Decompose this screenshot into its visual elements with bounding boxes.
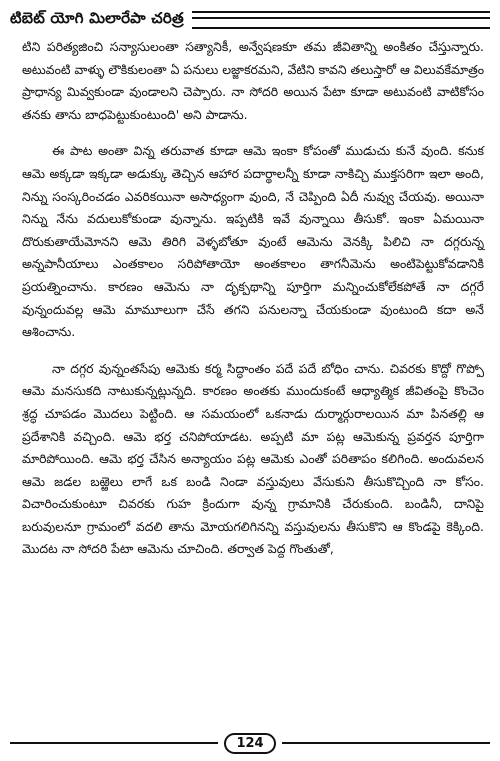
page-footer [10,732,490,754]
header-rule [192,11,490,29]
book-title: టిబెట్ యోగి మిలారేపా చరిత్ర [10,9,184,27]
body-text [22,36,484,575]
page-number: 124 [224,733,275,754]
footer-rule-right [282,742,490,744]
paragraph-2: ఈ పాట అంతా విన్న తరువాత కూడా ఆమె ఇంకా కోపంతో ముడుచు కునే వుంది. కనుక ఆమె అక్కడా ఇక్కడా అడుక్కు తెచ్చిన ఆహార పదార్థాలన్నీ కూడా నాకిచ్చి ముక్తసరిగా ఇలా అంది, నిన్ను సంస్కరించడం ఎవరికయినా అసాధ్యంగా వుంది, నే చెప్పింది ఏదీ నువ్వు చేయవు. అయినా నిన్ను నేను వదులుకోకుండా వున్నాను. ఇప్పటికి ఇవే వున్నాయి తీసుకో. ఇంకా ఏమయినా దొరుకుతాయేమోనని ఆమె తిరిగి వెళ్ళబోతూ వుంటే ఆమెను వెనక్కి పిలిచి నా దగ్గరున్న అన్నపానీయాలు ఎంతకాలం సరిపోతాయో అంతకాలం తాగనీమెను అంటిపెట్టుకోవడానికి ప్రయత్నించాను. కారణం ఆమెను నా దృక్పథాన్ని పూర్తిగా మన్నించుకోలేకపోతే నా దగ్గరే వున్నందువల్ల ఆమె మామూలుగా చేసే తగని పనులన్నా చేయకుండా వుంటుంది కదా అనే ఆశించాను. [22,143,484,340]
footer-rule-left [10,742,218,744]
paragraph-1: టిని పరిత్యజించి సన్యాసులంతా సత్యానికీ, అన్వేషణకూ తమ జీవితాన్ని అంకితం చేస్తున్నారు. అటువంటి వాళ్ళు లౌకికులంతా ఏ పనులు లజ్జాకరమని, వేటిని కావని తలుస్తారో ఆ విలువకేమాత్రం ప్రాధాన్య మివ్వకుండా వుండాలని చెప్పారు. నా సోదరి అయిన పేటా కూడా అటువంటి వాటికోసం తనకు తాను బాధపెట్టుకుంటుంది' అని పాడాను. [22,39,484,122]
running-header [10,6,490,34]
paragraph-3: నా దగ్గర వున్నంతసేపు ఆమెకు కర్మ సిద్ధాంతం పదే పదే బోధిం చాను. చివరకు కొద్దో గొప్పో ఆమె మనసుకది నాటుకున్నట్లున్నది. కారణం అంతకు ముందుకంటే ఆధ్యాత్మిక జీవితంపై కొంచెం శ్రద్ధ చూపడం మొదలు పెట్టింది. ఆ సమయంలో ఒకనాడు దుర్మార్గురాలయిన మా పినతల్లి ఆ ప్రదేశానికి వచ్చింది. ఆమె భర్త చనిపోయాడట. అప్పటి మా పట్ల ఆమెకున్న ప్రవర్తన పూర్తిగా మారిపోయింది. ఆమె భర్త చేసిన అన్యాయం పట్ల ఆమెకు ఎంతో పరితాపం కలిగింది. అందువలన ఆమె జడల బఱ్ఱెలు లాగే ఒక బండి నిండా వస్తువులు వేసుకుని తీసుకొచ్చింది నా కోసం. విచారించుకుంటూ చివరకు గుహ క్రిందుగా వున్న గ్రామానికి చేరుకుంది. బండినీ, దానిపై బరువులనూ గ్రామంలో వదలి తాను మోయగలిగినన్ని వస్తువులను తీసుకొని ఆ కొండపై కెక్కింది. మొదట నా సోదరి పేటా ఆమెను చూచింది. తర్వాత పెద్ద గొంతుతో, [22,360,484,557]
